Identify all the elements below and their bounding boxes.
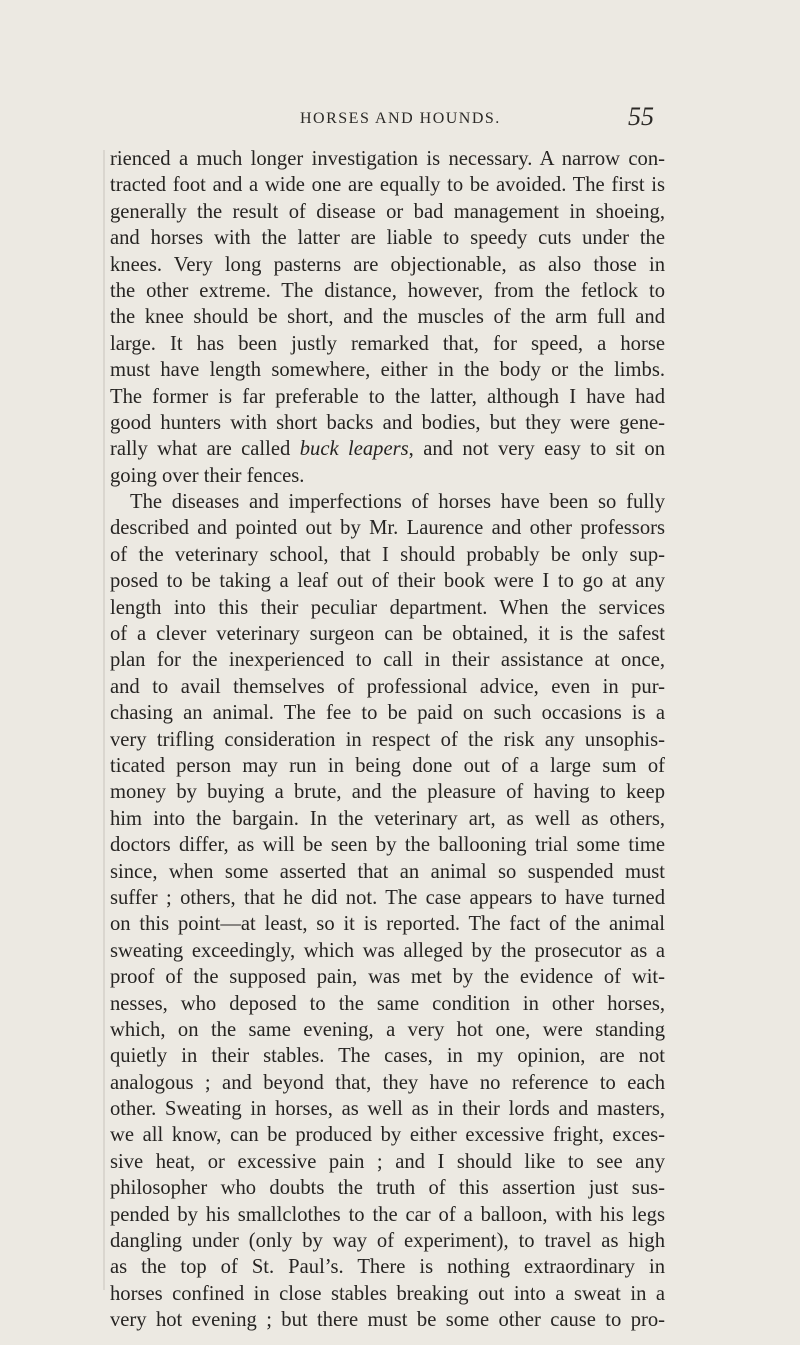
- text-line: dangling under (only by way of experiment), to travel as high: [110, 1230, 665, 1253]
- text-line: must have length somewhere, either in the body or the limbs.: [110, 359, 665, 382]
- text-line: chasing an animal. The fee to be paid on such occasions is a: [110, 702, 665, 725]
- text-line: very hot evening ; but there must be some other cause to pro-: [110, 1309, 665, 1332]
- text-line: suffer ; others, that he did not. The case appears to have turned: [110, 886, 665, 909]
- text-line: The diseases and imperfections of horses have been so fully: [130, 491, 665, 514]
- text-line: since, when some asserted that an animal so suspended must: [110, 860, 665, 883]
- binding-shadow: [103, 150, 105, 1290]
- text-line: rienced a much longer investigation is necessary. A narrow con-: [110, 148, 665, 170]
- text-line: going over their fences.: [110, 464, 305, 487]
- text-line: other. Sweating in horses, as well as in their lords and masters,: [110, 1098, 665, 1121]
- text-line: him into the bargain. In the veterinary art, as well as others,: [110, 807, 665, 830]
- text-line: horses confined in close stables breaking out into a sweat in a: [110, 1282, 665, 1305]
- text-line: plan for the inexperienced to call in their assistance at once,: [110, 649, 665, 672]
- text-line: proof of the supposed pain, was met by the evidence of wit-: [110, 966, 665, 989]
- text-line: sweating exceedingly, which was alleged by the prosecutor as a: [110, 939, 665, 962]
- text-line: generally the result of disease or bad management in shoeing,: [110, 200, 665, 223]
- text-line: philosopher who doubts the truth of this assertion just sus-: [110, 1177, 665, 1200]
- text-line: doctors differ, as will be seen by the ballooning trial some time: [110, 834, 665, 857]
- text-line: which, on the same evening, a very hot one, were standing: [110, 1018, 665, 1041]
- text-line: ticated person may run in being done out of a large sum of: [110, 754, 665, 777]
- body-text: [110, 146, 665, 1334]
- text-line: and to avail themselves of professional advice, even in pur-: [110, 675, 665, 698]
- text-line: on this point—at least, so it is reported. The fact of the animal: [110, 913, 665, 936]
- text-line: sive heat, or excessive pain ; and I should like to see any: [110, 1150, 665, 1173]
- italic-phrase: buck leapers: [299, 438, 409, 461]
- text-line: the other extreme. The distance, however, from the fetlock to: [110, 279, 665, 302]
- running-head: HORSES AND HOUNDS.: [300, 110, 501, 127]
- text-line: very trifling consideration in respect of the risk any unsophis-: [110, 728, 665, 751]
- text-line: knees. Very long pasterns are objectionable, as also those in: [110, 253, 665, 276]
- text-line: described and pointed out by Mr. Laurence and other professors: [110, 517, 665, 540]
- text-line: nesses, who deposed to the same condition in other horses,: [110, 992, 665, 1015]
- text-line: the knee should be short, and the muscles of the arm full and: [110, 306, 665, 329]
- text-line: of the veterinary school, that I should probably be only sup-: [110, 543, 665, 566]
- text-line: quietly in their stables. The cases, in my opinion, are not: [110, 1045, 665, 1068]
- text-line: as the top of St. Paul’s. There is nothing extraordinary in: [110, 1256, 665, 1279]
- text-line: good hunters with short backs and bodies, but they were gene-: [110, 411, 665, 434]
- text-line: tracted foot and a wide one are equally to be avoided. The first is: [110, 174, 665, 197]
- text-line: large. It has been justly remarked that, for speed, a horse: [110, 332, 665, 355]
- text-line: money by buying a brute, and the pleasure of having to keep: [110, 781, 665, 804]
- page-header: [0, 102, 800, 132]
- text-line: we all know, can be produced by either excessive fright, exces-: [110, 1124, 665, 1147]
- text-line: and horses with the latter are liable to speedy cuts under the: [110, 227, 665, 250]
- text-line: analogous ; and beyond that, they have no reference to each: [110, 1071, 665, 1094]
- text-line: length into this their peculiar department. When the services: [110, 596, 665, 619]
- text-line: pended by his smallclothes to the car of a balloon, with his legs: [110, 1203, 665, 1226]
- page-number: 55: [628, 102, 654, 131]
- text-line: rally what are called buck leapers, and not very easy to sit on: [110, 438, 665, 461]
- text-line: of a clever veterinary surgeon can be obtained, it is the safest: [110, 623, 665, 646]
- text-line: posed to be taking a leaf out of their book were I to go at any: [110, 570, 665, 593]
- text-line: The former is far preferable to the latter, although I have had: [110, 385, 665, 408]
